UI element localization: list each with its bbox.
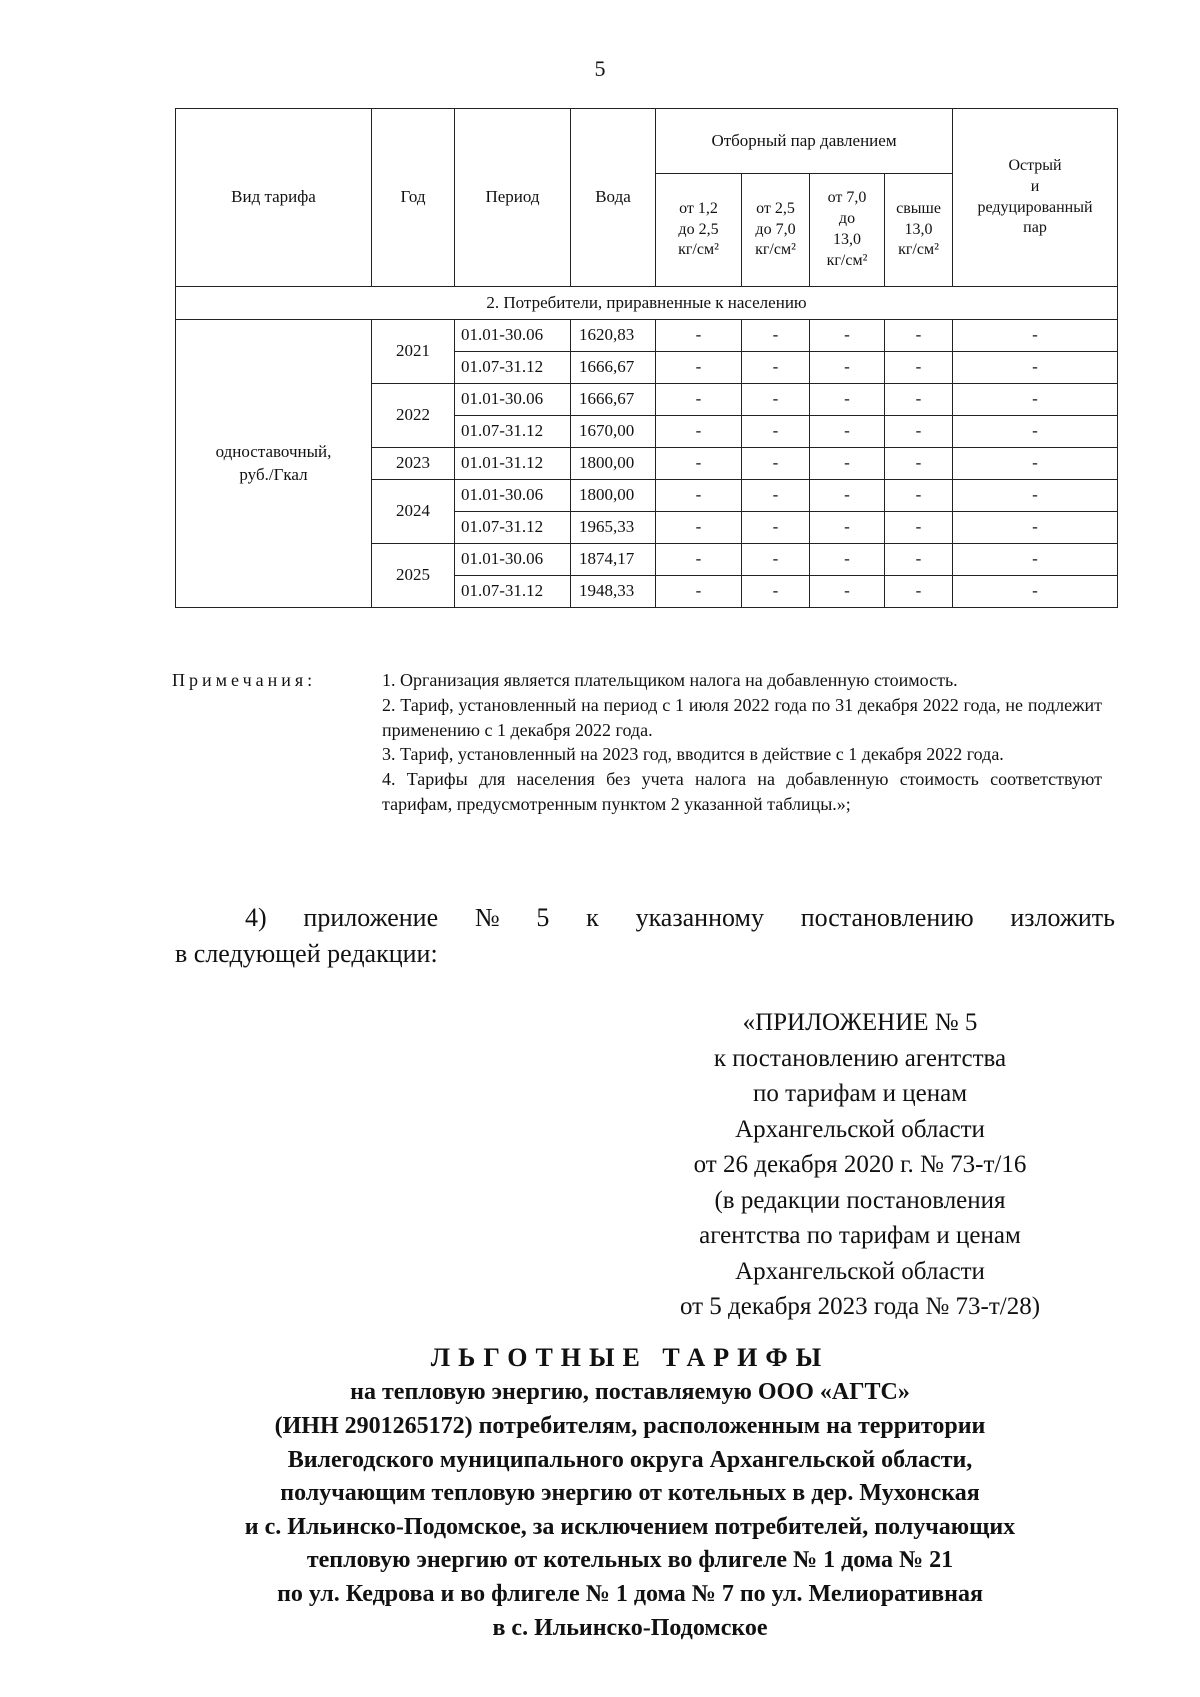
dash-cell: - bbox=[810, 416, 885, 448]
section-title: 2. Потребители, приравненные к населению bbox=[176, 287, 1118, 320]
dash-cell: - bbox=[656, 416, 742, 448]
water-cell: 1666,67 bbox=[571, 384, 656, 416]
dash-cell: - bbox=[656, 544, 742, 576]
header-line: кг/см² bbox=[898, 241, 939, 259]
water-cell: 1666,67 bbox=[571, 352, 656, 384]
appendix-line: Архангельской области bbox=[735, 1257, 985, 1285]
dash-cell: - bbox=[742, 544, 810, 576]
title-line: получающим тепловую энергию от котельных в дер. Мухонская bbox=[280, 1480, 980, 1507]
header-steam-4 bbox=[885, 174, 953, 287]
dash-cell: - bbox=[810, 544, 885, 576]
dash-cell: - bbox=[953, 576, 1118, 608]
header-line: кг/см² bbox=[826, 251, 868, 269]
period-cell: 01.01-30.06 bbox=[455, 384, 571, 416]
tariff-type-cell bbox=[176, 320, 372, 608]
dash-cell: - bbox=[885, 448, 953, 480]
header-line: от 1,2 bbox=[679, 199, 718, 217]
paragraph-word: 5 bbox=[536, 903, 550, 932]
appendix-line: от 26 декабря 2020 г. № 73-т/16 bbox=[693, 1151, 1027, 1178]
header-steam-group: Отборный пар давлением bbox=[656, 109, 953, 174]
dash-cell: - bbox=[742, 512, 810, 544]
dash-cell: - bbox=[885, 416, 953, 448]
year-cell: 2024 bbox=[372, 480, 455, 544]
header-line: 13,0 bbox=[904, 220, 933, 238]
dash-cell: - bbox=[810, 384, 885, 416]
appendix-line: Архангельской области bbox=[735, 1115, 985, 1143]
dash-cell: - bbox=[742, 576, 810, 608]
dash-cell: - bbox=[953, 448, 1118, 480]
dash-cell: - bbox=[953, 544, 1118, 576]
year-cell: 2025 bbox=[372, 544, 455, 608]
tariff-table bbox=[175, 108, 1118, 608]
dash-cell: - bbox=[810, 480, 885, 512]
header-sharp-line: редуцированный bbox=[977, 198, 1093, 216]
dash-cell: - bbox=[656, 384, 742, 416]
dash-cell: - bbox=[742, 448, 810, 480]
paragraph-word: постановлению bbox=[800, 903, 974, 932]
paragraph-word: указанному bbox=[635, 903, 764, 932]
water-cell: 1874,17 bbox=[571, 544, 656, 576]
dash-cell: - bbox=[656, 352, 742, 384]
dash-cell: - bbox=[656, 320, 742, 352]
title-line: по ул. Кедрова и во флигеле № 1 дома № 7 по ул. Мелиоративная bbox=[277, 1580, 983, 1607]
tariff-type-line: руб./Гкал bbox=[239, 464, 308, 484]
header-steam-3 bbox=[810, 174, 885, 287]
dash-cell: - bbox=[810, 576, 885, 608]
title-line: в с. Ильинско-Подомское bbox=[492, 1614, 768, 1641]
dash-cell: - bbox=[953, 352, 1118, 384]
dash-cell: - bbox=[656, 576, 742, 608]
note-item: 4. Тарифы для населения без учета налога на добавленную стоимость соответствуют тарифам, предусмотренным пунктом 2 указанной таблицы.»; bbox=[382, 769, 1102, 815]
section-row bbox=[176, 287, 1118, 320]
note-item: 1. Организация является плательщиком налога на добавленную стоимость. bbox=[382, 670, 958, 690]
dash-cell: - bbox=[810, 320, 885, 352]
appendix-line: агентства по тарифам и ценам bbox=[699, 1222, 1021, 1249]
dash-cell: - bbox=[953, 512, 1118, 544]
header-sharp-steam bbox=[953, 109, 1118, 287]
paragraph-word: приложение bbox=[303, 903, 439, 932]
water-cell: 1948,33 bbox=[571, 576, 656, 608]
header-line: кг/см² bbox=[755, 241, 796, 259]
header-year: Год bbox=[372, 109, 455, 287]
year-cell: 2022 bbox=[372, 384, 455, 448]
period-cell: 01.01-30.06 bbox=[455, 544, 571, 576]
dash-cell: - bbox=[742, 384, 810, 416]
title-line: Вилегодского муниципального округа Архангельской области, bbox=[287, 1446, 973, 1473]
header-sharp-line: и bbox=[1030, 177, 1040, 195]
dash-cell: - bbox=[742, 320, 810, 352]
dash-cell: - bbox=[656, 480, 742, 512]
dash-cell: - bbox=[953, 384, 1118, 416]
paragraph-line: в следующей редакции: bbox=[175, 939, 438, 969]
amendment-paragraph bbox=[175, 900, 1115, 973]
appendix-line: от 5 декабря 2023 года № 73-т/28) bbox=[679, 1293, 1041, 1320]
table-header-row bbox=[176, 109, 1118, 174]
header-line: 13,0 bbox=[833, 231, 861, 248]
title-line: (ИНН 2901265172) потребителям, расположенным на территории bbox=[274, 1412, 986, 1439]
title-main: ЛЬГОТНЫЕ ТАРИФЫ bbox=[430, 1343, 830, 1372]
header-line: кг/см² bbox=[678, 241, 719, 259]
title-line: на тепловую энергию, поставляемую ООО «АГТС» bbox=[350, 1379, 910, 1406]
period-cell: 01.07-31.12 bbox=[455, 576, 571, 608]
period-cell: 01.01-30.06 bbox=[455, 480, 571, 512]
dash-cell: - bbox=[810, 352, 885, 384]
title-line: и с. Ильинско-Подомское, за исключением потребителей, получающих bbox=[244, 1513, 1016, 1540]
table-row bbox=[176, 320, 1118, 352]
notes-list bbox=[382, 668, 1102, 817]
water-cell: 1965,33 bbox=[571, 512, 656, 544]
header-water: Вода bbox=[571, 109, 656, 287]
water-cell: 1620,83 bbox=[571, 320, 656, 352]
dash-cell: - bbox=[885, 576, 953, 608]
paragraph-word: № bbox=[474, 903, 500, 932]
notes-label: Примечания: bbox=[172, 670, 317, 690]
dash-cell: - bbox=[953, 320, 1118, 352]
period-cell: 01.07-31.12 bbox=[455, 512, 571, 544]
note-item: 2. Тариф, установленный на период с 1 июля 2022 года по 31 декабря 2022 года, не подлежит применению с 1 декабря 2022 года. bbox=[382, 694, 1102, 740]
dash-cell: - bbox=[885, 480, 953, 512]
year-cell: 2023 bbox=[372, 448, 455, 480]
water-cell: 1670,00 bbox=[571, 416, 656, 448]
header-line: от 2,5 bbox=[756, 199, 795, 217]
header-line: до 2,5 bbox=[678, 220, 719, 238]
water-cell: 1800,00 bbox=[571, 448, 656, 480]
dash-cell: - bbox=[885, 320, 953, 352]
dash-cell: - bbox=[656, 448, 742, 480]
appendix-line: «ПРИЛОЖЕНИЕ № 5 bbox=[742, 1009, 978, 1036]
dash-cell: - bbox=[742, 352, 810, 384]
header-period: Период bbox=[455, 109, 571, 287]
dash-cell: - bbox=[953, 416, 1118, 448]
header-line: до bbox=[838, 210, 856, 228]
header-sharp-line: пар bbox=[1023, 219, 1047, 237]
appendix-line: к постановлению агентства bbox=[713, 1044, 1007, 1072]
header-line: свыше bbox=[896, 199, 941, 217]
header-tariff-type: Вид тарифа bbox=[176, 109, 372, 287]
appendix-line: по тарифам и ценам bbox=[752, 1080, 968, 1107]
header-steam-1 bbox=[656, 174, 742, 287]
dash-cell: - bbox=[885, 352, 953, 384]
dash-cell: - bbox=[810, 512, 885, 544]
document-title bbox=[150, 1340, 1110, 1645]
title-line: тепловую энергию от котельных во флигеле № 1 дома № 21 bbox=[306, 1547, 954, 1574]
tariff-type-line: одноставочный, bbox=[215, 442, 332, 462]
appendix-heading bbox=[650, 1005, 1070, 1325]
water-cell: 1800,00 bbox=[571, 480, 656, 512]
dash-cell: - bbox=[656, 512, 742, 544]
paragraph-word: к bbox=[586, 903, 599, 932]
dash-cell: - bbox=[742, 480, 810, 512]
header-line: до 7,0 bbox=[755, 220, 796, 238]
period-cell: 01.07-31.12 bbox=[455, 352, 571, 384]
dash-cell: - bbox=[885, 384, 953, 416]
note-item: 3. Тариф, установленный на 2023 год, вводится в действие с 1 декабря 2022 года. bbox=[382, 744, 1004, 765]
period-cell: 01.01-31.12 bbox=[455, 448, 571, 480]
header-line: от 7,0 bbox=[827, 189, 867, 207]
paragraph-word: изложить bbox=[1010, 903, 1115, 932]
dash-cell: - bbox=[885, 512, 953, 544]
page-number: 5 bbox=[594, 56, 606, 81]
dash-cell: - bbox=[742, 416, 810, 448]
paragraph-line bbox=[175, 900, 1115, 936]
paragraph-word: 4) bbox=[245, 903, 267, 932]
appendix-line: (в редакции постановления bbox=[714, 1186, 1006, 1214]
year-cell: 2021 bbox=[372, 320, 455, 384]
period-cell: 01.07-31.12 bbox=[455, 416, 571, 448]
dash-cell: - bbox=[953, 480, 1118, 512]
header-sharp-line: Острый bbox=[1008, 156, 1062, 174]
dash-cell: - bbox=[885, 544, 953, 576]
header-steam-2 bbox=[742, 174, 810, 287]
dash-cell: - bbox=[810, 448, 885, 480]
period-cell: 01.01-30.06 bbox=[455, 320, 571, 352]
